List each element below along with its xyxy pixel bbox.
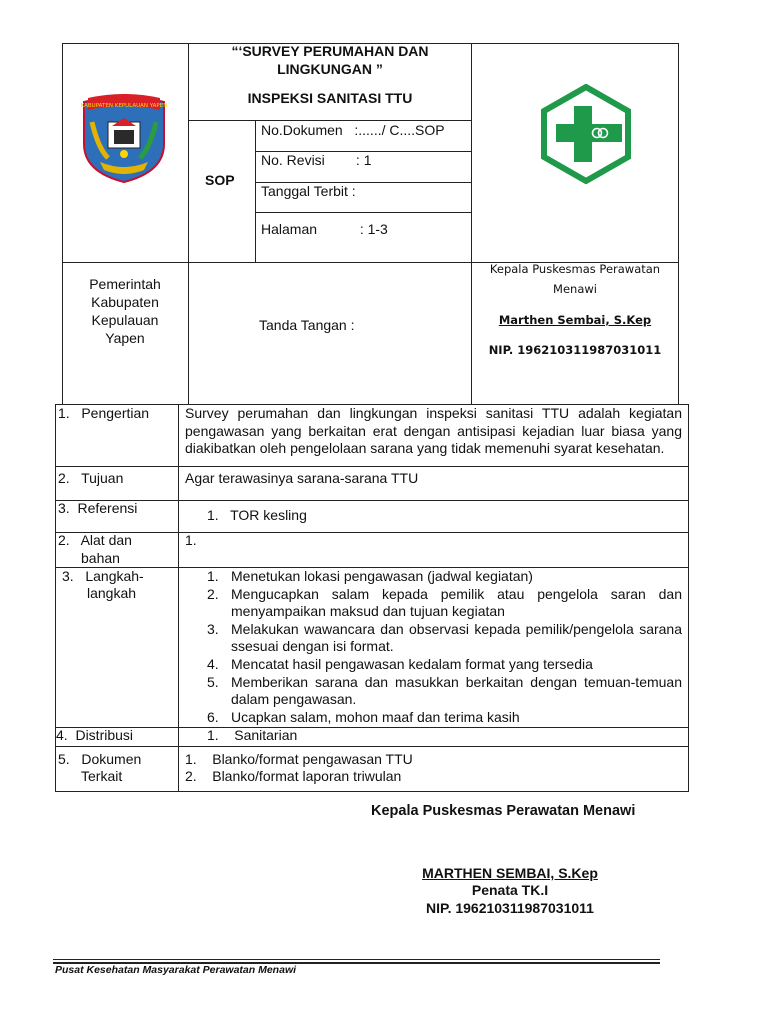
divider: [55, 500, 689, 501]
pemerintah-line: Kepulauan: [91, 312, 159, 328]
signature-nip: NIP. 196210311987031011: [426, 900, 594, 916]
referensi-item: 1. TOR kesling: [207, 507, 307, 523]
dokumen-item-1: 1. Blanko/format pengawasan TTU: [185, 751, 413, 767]
pengertian-text: Survey perumahan dan lingkungan inspeksi sanitasi TTU adalah kegiatan pengawasan yang berkaitan erat dengan antisipasi kejadian luar biasa yang diakibatkan oleh pengelolaan sarana yang tidak memenuhi syarat kesehatan.: [185, 405, 682, 456]
pemerintah-line: Pemerintah: [89, 276, 161, 292]
list-item: 4. Mencatat hasil pengawasan kedalam format yang tersedia: [207, 655, 593, 672]
list-item: 5. Memberikan sarana dan masukkan berkaitan dengan temuan-temuan dalam pengawasan.: [207, 673, 682, 708]
kepala-name: Marthen Sembai, S.Kep: [498, 313, 652, 327]
row-label-referensi: 3. Referensi: [58, 500, 138, 516]
footer-rule: [53, 959, 660, 960]
divider: [55, 532, 689, 533]
pemerintah-line: Kabupaten: [91, 294, 159, 310]
no-revisi: No. Revisi : 1: [261, 152, 372, 168]
divider: [55, 746, 689, 747]
puskesmas-logo: [540, 84, 632, 184]
row-label-tujuan: 2. Tujuan: [58, 470, 124, 486]
tujuan-text: Agar terawasinya sarana-sarana TTU: [185, 470, 419, 486]
pemerintah-block: [62, 275, 188, 347]
divider: [178, 404, 179, 792]
row-label-distribusi: 4. Distribusi: [56, 727, 134, 743]
tanda-tangan: Tanda Tangan :: [259, 317, 355, 333]
row-label-dokumen: 5. Dokumen: [58, 751, 142, 767]
no-dokumen: No.Dokumen :....../ C....SOP: [261, 122, 445, 138]
row-label-pengertian: 1. Pengertian: [58, 405, 150, 421]
divider: [255, 212, 471, 213]
divider: [255, 120, 256, 262]
list-item: 3. Melakukan wawancara dan observasi kepada pemilik/pengelola sarana ssesuai dengan isi format.: [207, 620, 682, 655]
distribusi-item: 1. Sanitarian: [207, 727, 298, 743]
footer-text: Pusat Kesehatan Masyarakat Perawatan Menawi: [55, 964, 297, 976]
regency-emblem: [78, 92, 170, 184]
emblem-lettering: KABUPATEN KEPULAUAN YAPEN: [80, 103, 168, 109]
signature-rank: Penata TK.I: [471, 882, 549, 898]
list-item: 1. Menetukan lokasi pengawasan (jadwal kegiatan): [207, 568, 533, 584]
signature-name: MARTHEN SEMBAI, S.Kep: [422, 865, 598, 881]
list-item: 2. Mengucapkan salam kepada pemilik atau pengelola saran dan menyampaikan maksud dan tujuan kegiatan: [207, 585, 682, 620]
divider: [188, 120, 471, 121]
row-label-langkah-2: langkah: [87, 585, 137, 601]
divider: [188, 43, 189, 405]
row-label-terkait: Terkait: [81, 768, 123, 784]
title-line-2: LINGKUNGAN ”: [277, 61, 383, 77]
halaman: Halaman : 1-3: [261, 221, 388, 237]
divider: [55, 466, 689, 467]
list-item: 6. Ucapkan salam, mohon maaf dan terima kasih: [207, 708, 520, 725]
sop-label: SOP: [205, 172, 235, 188]
signature-title: Kepala Puskesmas Perawatan Menawi: [371, 803, 636, 819]
kepala-nip: NIP. 196210311987031011: [488, 343, 662, 357]
row-label-bahan: bahan: [81, 550, 120, 566]
pemerintah-line: Yapen: [105, 330, 145, 346]
title-line-1: “‘SURVEY PERUMAHAN DAN: [231, 43, 429, 59]
dokumen-item-2: 2. Blanko/format laporan triwulan: [185, 768, 402, 784]
alat-text: 1.: [185, 532, 197, 548]
row-label-langkah: 3. Langkah-: [62, 568, 144, 584]
tanggal-terbit: Tanggal Terbit :: [261, 183, 356, 199]
title-line-3: INSPEKSI SANITASI TTU: [247, 90, 413, 106]
kepala-line-1: Kepala Puskesmas Perawatan: [489, 262, 661, 276]
row-label-alat: 2. Alat dan: [58, 532, 132, 548]
langkah-list: [207, 568, 682, 726]
divider: [55, 727, 689, 728]
kepala-line-2: Menawi: [553, 282, 597, 296]
